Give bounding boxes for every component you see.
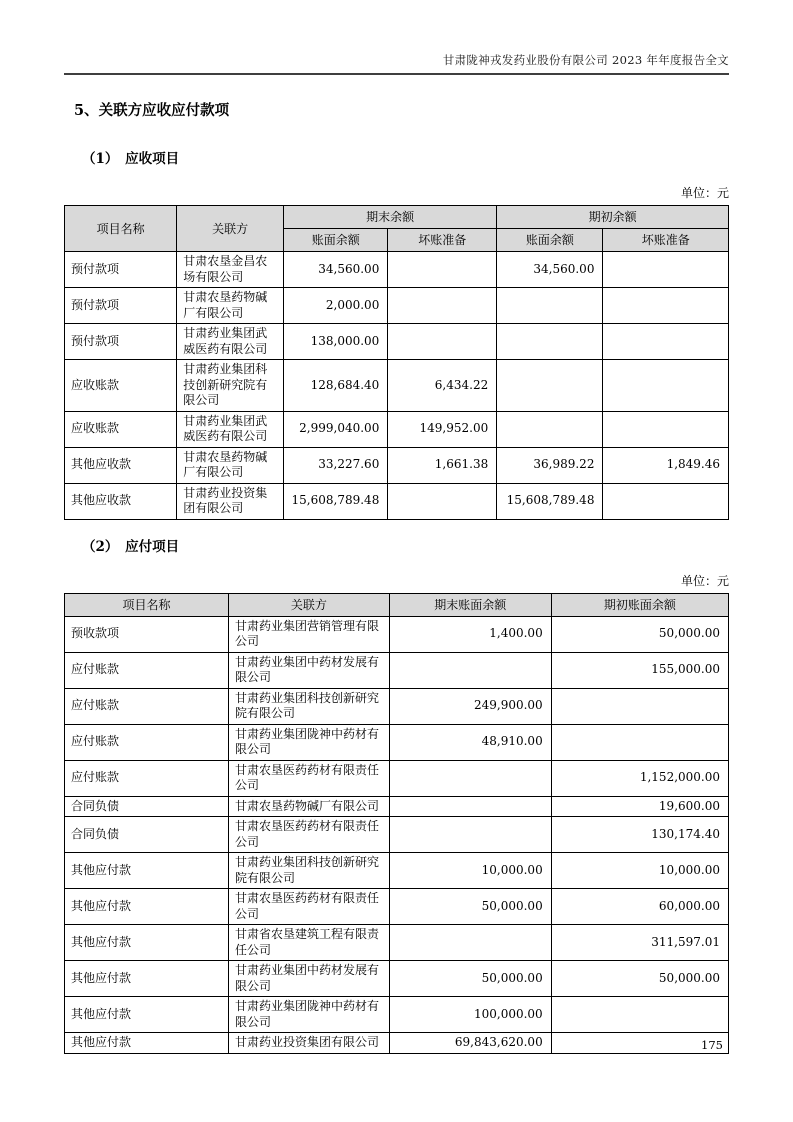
amount-cell: 15,608,789.48 [497, 483, 603, 519]
item-name-cell: 其他应收款 [65, 447, 177, 483]
amount-cell: 50,000.00 [389, 961, 551, 997]
related-party-cell: 甘肃药业集团陇神中药材有限公司 [229, 724, 390, 760]
amount-cell: 1,152,000.00 [551, 760, 728, 796]
amount-cell [603, 483, 729, 519]
col-header-ending-book-balance: 期末账面余额 [389, 593, 551, 616]
col-header-related-party: 关联方 [177, 206, 284, 252]
amount-cell [388, 483, 497, 519]
table-row [65, 961, 729, 997]
amount-cell [551, 688, 728, 724]
receivables-unit-label: 单位：元 [680, 186, 729, 200]
item-name-cell: 其他应付款 [65, 1033, 229, 1054]
table-row [65, 817, 729, 853]
amount-cell [388, 252, 497, 288]
amount-cell [388, 324, 497, 360]
amount-cell [551, 724, 728, 760]
amount-cell: 149,952.00 [388, 411, 497, 447]
amount-cell: 2,999,040.00 [284, 411, 388, 447]
amount-cell [497, 288, 603, 324]
related-party-cell: 甘肃农垦药物碱厂有限公司 [229, 796, 390, 817]
table-row [65, 252, 729, 288]
related-party-cell: 甘肃药业集团科技创新研究院有限公司 [229, 688, 390, 724]
amount-cell: 1,661.38 [388, 447, 497, 483]
item-name-cell: 预付款项 [65, 324, 177, 360]
receivables-table-body [65, 252, 729, 520]
amount-cell: 34,560.00 [284, 252, 388, 288]
related-party-cell: 甘肃药业投资集团有限公司 [177, 483, 284, 519]
amount-cell: 100,000.00 [389, 997, 551, 1033]
related-party-cell: 甘肃药业集团营销管理有限公司 [229, 616, 390, 652]
related-party-cell: 甘肃药业集团陇神中药材有限公司 [229, 997, 390, 1033]
related-party-cell: 甘肃农垦医药药材有限责任公司 [229, 760, 390, 796]
table-row [65, 1033, 729, 1054]
amount-cell: 249,900.00 [389, 688, 551, 724]
running-header: 甘肃陇神戎发药业股份有限公司 2023 年年度报告全文 [442, 53, 729, 67]
table-row [65, 652, 729, 688]
header-row [65, 593, 729, 616]
item-name-cell: 其他应付款 [65, 853, 229, 889]
amount-cell [603, 252, 729, 288]
amount-cell: 128,684.40 [284, 360, 388, 412]
related-party-cell: 甘肃农垦医药药材有限责任公司 [229, 817, 390, 853]
amount-cell: 10,000.00 [389, 853, 551, 889]
amount-cell: 33,227.60 [284, 447, 388, 483]
amount-cell: 48,910.00 [389, 724, 551, 760]
amount-cell: 311,597.01 [551, 925, 728, 961]
amount-cell: 155,000.00 [551, 652, 728, 688]
related-party-cell: 甘肃省农垦建筑工程有限责任公司 [229, 925, 390, 961]
header-divider [64, 73, 729, 75]
amount-cell: 15,608,789.48 [284, 483, 388, 519]
amount-cell [497, 324, 603, 360]
col-header-item: 项目名称 [65, 593, 229, 616]
table-row [65, 760, 729, 796]
amount-cell: 50,000.00 [389, 889, 551, 925]
amount-cell: 138,000.00 [284, 324, 388, 360]
table-row [65, 360, 729, 412]
related-party-cell: 甘肃农垦药物碱厂有限公司 [177, 447, 284, 483]
col-header-beginning-baddebt: 坏账准备 [603, 229, 729, 252]
amount-cell: 60,000.00 [551, 889, 728, 925]
table-row [65, 796, 729, 817]
amount-cell: 10,000.00 [551, 853, 728, 889]
amount-cell [388, 288, 497, 324]
amount-cell: 130,174.40 [551, 817, 728, 853]
payables-table-head [65, 593, 729, 616]
table-row [65, 853, 729, 889]
amount-cell: 50,000.00 [551, 961, 728, 997]
item-name-cell: 应收账款 [65, 411, 177, 447]
header-row-1 [65, 206, 729, 229]
amount-cell: 6,434.22 [388, 360, 497, 412]
item-name-cell: 应收账款 [65, 360, 177, 412]
col-header-item: 项目名称 [65, 206, 177, 252]
item-name-cell: 预付款项 [65, 252, 177, 288]
related-party-cell: 甘肃农垦金昌农场有限公司 [177, 252, 284, 288]
table-row [65, 889, 729, 925]
item-name-cell: 预付款项 [65, 288, 177, 324]
amount-cell [603, 411, 729, 447]
amount-cell [603, 324, 729, 360]
amount-cell [551, 997, 728, 1033]
amount-cell: 1,400.00 [389, 616, 551, 652]
amount-cell [389, 796, 551, 817]
amount-cell: 36,989.22 [497, 447, 603, 483]
payables-table-body [65, 616, 729, 1053]
col-header-ending-baddebt: 坏账准备 [388, 229, 497, 252]
item-name-cell: 其他应付款 [65, 889, 229, 925]
related-party-cell: 甘肃农垦医药药材有限责任公司 [229, 889, 390, 925]
item-name-cell: 其他应收款 [65, 483, 177, 519]
table-row [65, 724, 729, 760]
amount-cell: 69,843,620.00 [389, 1033, 551, 1054]
amount-cell: 50,000.00 [551, 616, 728, 652]
table-row [65, 288, 729, 324]
related-party-cell: 甘肃药业集团武威医药有限公司 [177, 411, 284, 447]
amount-cell [389, 652, 551, 688]
table-row [65, 616, 729, 652]
receivables-table-head [65, 206, 729, 252]
item-name-cell: 应付账款 [65, 652, 229, 688]
col-header-related-party: 关联方 [229, 593, 390, 616]
item-name-cell: 其他应付款 [65, 925, 229, 961]
item-name-cell: 应付账款 [65, 724, 229, 760]
item-name-cell: 其他应付款 [65, 961, 229, 997]
related-party-cell: 甘肃药业投资集团有限公司 [229, 1033, 390, 1054]
related-party-cell: 甘肃药业集团科技创新研究院有限公司 [177, 360, 284, 412]
page-number: 175 [701, 1038, 723, 1052]
related-party-cell: 甘肃药业集团科技创新研究院有限公司 [229, 853, 390, 889]
table-row [65, 447, 729, 483]
amount-cell: 19,600.00 [551, 796, 728, 817]
amount-cell [603, 360, 729, 412]
amount-cell [389, 925, 551, 961]
item-name-cell: 应付账款 [65, 760, 229, 796]
section-title: 5、关联方应收应付款项 [74, 102, 230, 119]
amount-cell: 2,000.00 [284, 288, 388, 324]
table-row [65, 411, 729, 447]
table-row [65, 324, 729, 360]
table-row [65, 483, 729, 519]
col-header-beginning-book: 账面余额 [497, 229, 603, 252]
related-party-cell: 甘肃药业集团中药材发展有限公司 [229, 652, 390, 688]
table-row [65, 997, 729, 1033]
amount-cell: 1,849.46 [603, 447, 729, 483]
table-row [65, 925, 729, 961]
amount-cell [603, 288, 729, 324]
item-name-cell: 合同负债 [65, 817, 229, 853]
table-row [65, 688, 729, 724]
item-name-cell: 预收款项 [65, 616, 229, 652]
amount-cell: 34,560.00 [497, 252, 603, 288]
item-name-cell: 合同负债 [65, 796, 229, 817]
amount-cell [497, 411, 603, 447]
item-name-cell: 其他应付款 [65, 997, 229, 1033]
payables-unit-label: 单位：元 [680, 573, 729, 588]
amount-cell [389, 817, 551, 853]
col-header-beginning-book-balance: 期初账面余额 [551, 593, 728, 616]
receivables-subtitle: （1） 应收项目 [82, 151, 180, 167]
amount-cell [497, 360, 603, 412]
col-header-beginning-balance: 期初余额 [497, 206, 729, 229]
col-header-ending-book: 账面余额 [284, 229, 388, 252]
related-party-cell: 甘肃药业集团中药材发展有限公司 [229, 961, 390, 997]
related-party-cell: 甘肃药业集团武威医药有限公司 [177, 324, 284, 360]
item-name-cell: 应付账款 [65, 688, 229, 724]
amount-cell [389, 760, 551, 796]
col-header-ending-balance: 期末余额 [284, 206, 497, 229]
payables-subtitle: （2） 应付项目 [82, 538, 180, 555]
payables-table [64, 593, 729, 1054]
receivables-table [64, 205, 729, 520]
related-party-cell: 甘肃农垦药物碱厂有限公司 [177, 288, 284, 324]
